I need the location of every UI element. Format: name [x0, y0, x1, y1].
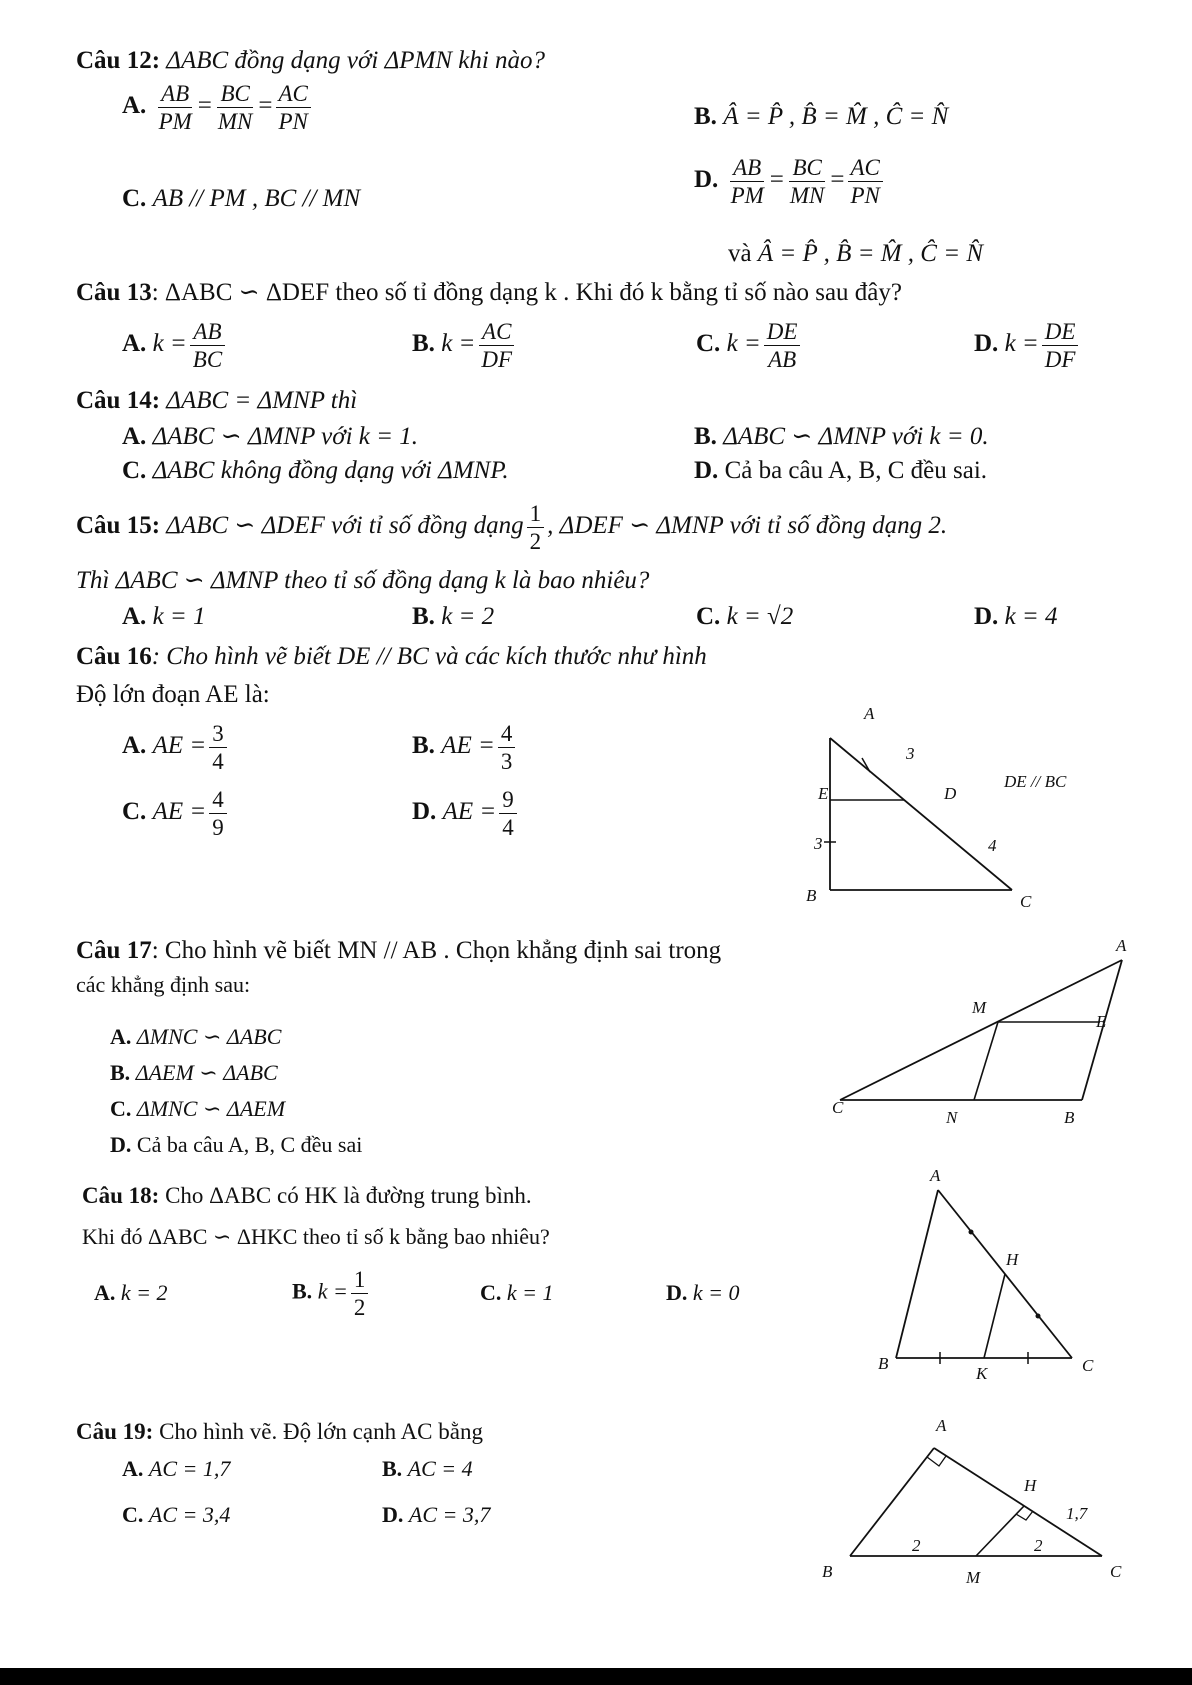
q12-d-label: D.	[694, 166, 719, 194]
bottom-border	[0, 1668, 1192, 1685]
q12-d-and: và	[728, 240, 752, 267]
q15-option-c[interactable]: C. k = √2	[696, 603, 794, 630]
q19-fig-C: C	[1110, 1562, 1122, 1581]
q16-fig-eb: 3	[814, 834, 823, 853]
q17-stem-line: Câu 17: Cho hình vẽ biết MN // AB . Chọn khẳng định sai trong	[76, 937, 722, 964]
q17-fig-A: A	[1116, 936, 1127, 955]
q12-option-d[interactable]: D. $\frac{AB}{PM}$ = $\frac{BC}{MN}$ = $\frac{AC}{PN}$	[694, 156, 886, 207]
q16-option-d[interactable]: D. AE = $\frac{9}{4}$	[412, 788, 520, 839]
q19-fig-H: H	[1024, 1476, 1037, 1495]
q14-option-d[interactable]: D. Cả ba câu A, B, C đều sai.	[694, 457, 988, 484]
q16-fig-note: DE // BC	[1004, 772, 1067, 791]
q15-stem-line: Câu 15: ΔABC ∽ ΔDEF với tỉ số đồng dạng $\frac{1}{2}$ , ΔDEF ∽ ΔMNP với tỉ số đồng dạng 2.	[76, 501, 948, 554]
q16-fig-E: E	[818, 784, 829, 803]
q12-stem: ΔABC đồng dạng với ΔPMN khi nào?	[166, 47, 546, 74]
q19-figure	[830, 1420, 1120, 1580]
q13-option-d[interactable]: D. k = $\frac{DE}{DF}$	[974, 320, 1081, 371]
q13-stem: : ΔABC ∽ ΔDEF theo số tỉ đồng dạng k . Khi đó k bằng tỉ số nào sau đây?	[151, 279, 902, 306]
q16-fig-B: B	[806, 886, 817, 905]
q16-line2: Độ lớn đoạn AE là:	[76, 681, 270, 708]
q19-option-b[interactable]: B. AC = 4	[382, 1456, 473, 1481]
q14-option-c[interactable]: C. ΔABC không đồng dạng với ΔMNP.	[122, 457, 509, 484]
q16-fig-A: A	[864, 704, 875, 723]
q13-stem-line	[76, 280, 902, 305]
q12-option-c[interactable]	[122, 186, 360, 211]
q17-option-b[interactable]: B. ΔAEM ∽ ΔABC	[110, 1060, 278, 1085]
q13-option-b[interactable]: B. k = $\frac{AC}{DF}$	[412, 320, 518, 371]
q16-option-a[interactable]: A. AE = $\frac{3}{4}$	[122, 722, 230, 773]
q15-option-a[interactable]: A. k = 1	[122, 603, 206, 630]
q17-option-c[interactable]: C. ΔMNC ∽ ΔAEM	[110, 1096, 286, 1121]
q19-fig-hc: 1,7	[1066, 1504, 1088, 1523]
q16-figure	[800, 700, 1040, 905]
q17-fig-C: C	[832, 1098, 844, 1117]
q12-d-cont	[728, 241, 983, 266]
q18-fig-C: C	[1082, 1356, 1094, 1375]
q18-line2: Khi đó ΔABC ∽ ΔHKC theo tỉ số k bằng bao nhiêu?	[82, 1224, 550, 1249]
q15-line2: Thì ΔABC ∽ ΔMNP theo tỉ số đồng dạng k là bao nhiêu?	[76, 567, 650, 594]
q17-fig-N: N	[946, 1108, 958, 1127]
q12-b-label: B.	[694, 103, 717, 130]
q18-fig-H: H	[1006, 1250, 1019, 1269]
q14-option-a[interactable]: A. ΔABC ∽ ΔMNP với k = 1.	[122, 423, 418, 450]
q16-stem-line: Câu 16: Cho hình vẽ biết DE // BC và các kích thước như hình	[76, 643, 707, 670]
q19-stem-line: Câu 19: Cho hình vẽ. Độ lớn cạnh AC bằng	[76, 1419, 483, 1444]
q15-option-b[interactable]: B. k = 2	[412, 603, 495, 630]
q12-c-text: AB // PM , BC // MN	[152, 185, 361, 212]
q13-label: Câu 13	[76, 279, 152, 306]
q17-fig-E: E	[1096, 1012, 1107, 1031]
q17-option-d[interactable]: D. Cả ba câu A, B, C đều sai	[110, 1132, 363, 1157]
q15-option-d[interactable]: D. k = 4	[974, 603, 1058, 630]
q17-fig-B: B	[1064, 1108, 1075, 1127]
q12-b-text: Â = P̂ , B̂ = M̂ , Ĉ = N̂	[723, 103, 949, 130]
q19-option-a[interactable]: A. AC = 1,7	[122, 1456, 231, 1481]
q14-stem-line: Câu 14: ΔABC = ΔMNP thì	[76, 387, 358, 414]
q18-option-c[interactable]: C. k = 1	[480, 1280, 554, 1305]
q19-option-d[interactable]: D. AC = 3,7	[382, 1502, 491, 1527]
q12-stem-line	[76, 48, 545, 73]
q16-fig-dc: 4	[988, 836, 997, 855]
q18-fig-A: A	[930, 1166, 941, 1185]
q17-line2: các khẳng định sau:	[76, 972, 251, 997]
q19-fig-B: B	[822, 1562, 833, 1581]
q19-fig-bm: 2	[912, 1536, 921, 1555]
q19-fig-mc: 2	[1034, 1536, 1043, 1555]
frac-bc-mn: $\frac{BC}{MN}$	[217, 81, 253, 134]
q12-option-a[interactable]: A. $\frac{AB}{PM}$ = $\frac{BC}{MN}$ = $\frac{AC}{PN}$	[122, 82, 314, 133]
q17-figure	[820, 940, 1140, 1110]
q19-fig-M: M	[966, 1568, 981, 1587]
q18-option-b[interactable]: B. k = $\frac{1}{2}$	[292, 1268, 371, 1319]
q18-option-d[interactable]: D. k = 0	[666, 1280, 740, 1305]
q18-fig-B: B	[878, 1354, 889, 1373]
q19-fig-A: A	[936, 1416, 947, 1435]
frac-ab-pm: $\frac{AB}{PM}$	[158, 81, 192, 134]
q16-option-c[interactable]: C. AE = $\frac{4}{9}$	[122, 788, 230, 839]
q12-option-b[interactable]	[694, 104, 948, 129]
q12-a-label: A.	[122, 92, 147, 120]
q18-stem-line: Câu 18: Cho ΔABC có HK là đường trung bình.	[82, 1183, 532, 1208]
q16-fig-D: D	[944, 784, 957, 803]
q13-option-c[interactable]: C. k = $\frac{DE}{AB}$	[696, 320, 803, 371]
q16-fig-C: C	[1020, 892, 1032, 911]
frac-ac-pn: $\frac{AC}{PN}$	[276, 82, 311, 133]
q19-option-c[interactable]: C. AC = 3,4	[122, 1502, 231, 1527]
q13-option-a[interactable]: A. k = $\frac{AB}{BC}$	[122, 320, 228, 371]
q12-d-angles: Â = P̂ , B̂ = M̂ , Ĉ = N̂	[757, 240, 984, 267]
q14-option-b[interactable]: B. ΔABC ∽ ΔMNP với k = 0.	[694, 423, 989, 450]
q12-label: Câu 12:	[76, 47, 161, 74]
q17-option-a[interactable]: A. ΔMNC ∽ ΔABC	[110, 1024, 282, 1049]
q18-figure	[880, 1170, 1100, 1370]
q12-c-label: C.	[122, 185, 147, 212]
q16-option-b[interactable]: B. AE = $\frac{4}{3}$	[412, 722, 518, 773]
q18-option-a[interactable]: A. k = 2	[94, 1280, 168, 1305]
q18-fig-K: K	[976, 1364, 988, 1383]
q16-fig-ad: 3	[906, 744, 915, 763]
q17-fig-M: M	[972, 998, 987, 1017]
